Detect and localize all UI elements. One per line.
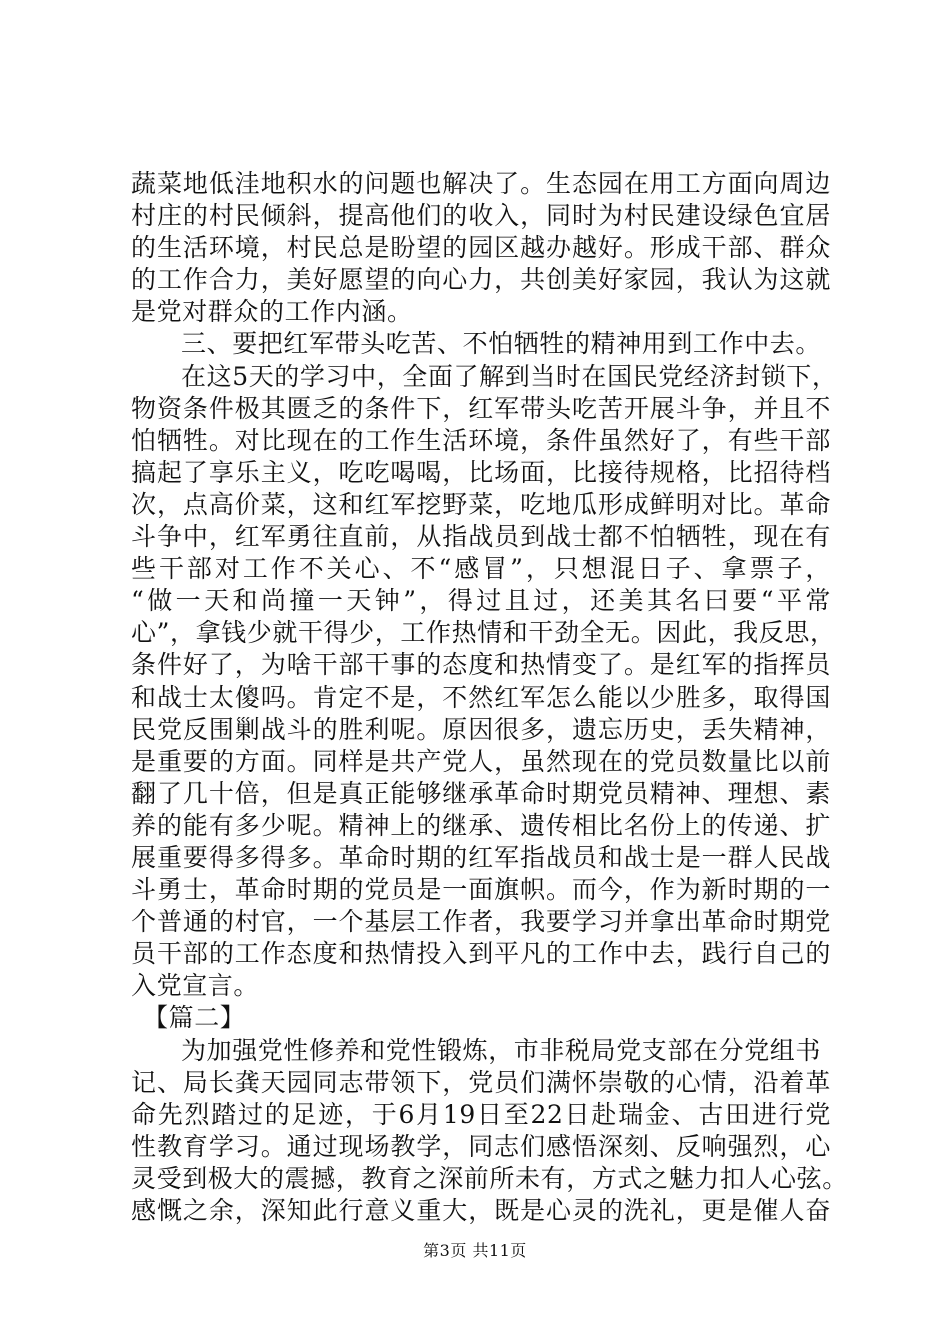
text-line: 性教育学习。通过现场教学，同志们感悟深刻、反响强烈，心 [131, 1131, 831, 1161]
text-line: 个普通的村官，一个基层工作者，我要学习并拿出革命时期党 [131, 907, 831, 937]
text-line: 和战士太傻吗。肯定不是，不然红军怎么能以少胜多，取得国 [131, 682, 831, 712]
text-line: 物资条件极其匮乏的条件下，红军带头吃苦开展斗争，并且不 [131, 393, 831, 423]
text-line: 翻了几十倍，但是真正能够继承革命时期党员精神、理想、素 [131, 778, 831, 808]
text-line: 是党对群众的工作内涵。 [131, 297, 413, 327]
text-line: 怕牺牲。对比现在的工作生活环境，条件虽然好了，有些干部 [131, 425, 831, 455]
text-line: 民党反围剿战斗的胜利呢。原因很多，遗忘历史，丢失精神， [131, 714, 831, 744]
text-line: 感慨之余，深知此行意义重大，既是心灵的洗礼，更是催人奋 [131, 1196, 831, 1225]
text-line: 记、局长龚天园同志带领下，党员们满怀崇敬的心情，沿着革 [131, 1067, 831, 1097]
text-line: “做一天和尚撞一天钟”，得过且过，还美其名曰要“平常 [131, 586, 831, 616]
text-line: 斗勇士，革命时期的党员是一面旗帜。而今，作为新时期的一 [131, 875, 831, 905]
section-heading: 【篇二】 [143, 1003, 246, 1033]
text-line: 养的能有多少呢。精神上的继承、遗传相比名份上的传递、扩 [131, 810, 831, 840]
page-footer: 第3页 共11页 [423, 1241, 527, 1260]
text-line: 是重要的方面。同样是共产党人，虽然现在的党员数量比以前 [131, 746, 831, 776]
text-line: 心”，拿钱少就干得少，工作热情和干劲全无。因此，我反思， [131, 618, 836, 648]
text-line: 的生活环境，村民总是盼望的园区越办越好。形成干部、群众 [131, 233, 831, 263]
text-line: 在这5天的学习中，全面了解到当时在国民党经济封锁下， [181, 361, 838, 391]
text-line: 次，点高价菜，这和红军挖野菜，吃地瓜形成鲜明对比。革命 [131, 489, 831, 519]
text-line: 村庄的村民倾斜，提高他们的收入，同时为村民建设绿色宜居 [131, 201, 831, 231]
text-line: 灵受到极大的震撼，教育之深前所未有，方式之魅力扣人心弦。 [131, 1163, 848, 1193]
text-line: 条件好了，为啥干部干事的态度和热情变了。是红军的指挥员 [131, 650, 831, 680]
text-line: 搞起了享乐主义，吃吃喝喝，比场面，比接待规格，比招待档 [131, 457, 831, 487]
text-line: 蔬菜地低洼地积水的问题也解决了。生态园在用工方面向周边 [131, 169, 831, 198]
text-line: 入党宣言。 [131, 971, 260, 1001]
text-line: 为加强党性修养和党性锻炼，市非税局党支部在分党组书 [181, 1035, 822, 1065]
text-line: 的工作合力，美好愿望的向心力，共创美好家园，我认为这就 [131, 265, 831, 295]
text-line: 命先烈踏过的足迹，于6月19日至22日赴瑞金、古田进行党 [131, 1099, 831, 1129]
text-line: 斗争中，红军勇往直前，从指战员到战士都不怕牺牲，现在有 [131, 522, 831, 552]
text-line: 员干部的工作态度和热情投入到平凡的工作中去，践行自己的 [131, 939, 831, 969]
text-line: 展重要得多得多。革命时期的红军指战员和战士是一群人民战 [131, 842, 831, 872]
text-line: 些干部对工作不关心、不“感冒”，只想混日子、拿票子， [131, 554, 831, 584]
text-line: 三、要把红军带头吃苦、不怕牺牲的精神用到工作中去。 [181, 329, 822, 359]
document-body [131, 168, 848, 1227]
